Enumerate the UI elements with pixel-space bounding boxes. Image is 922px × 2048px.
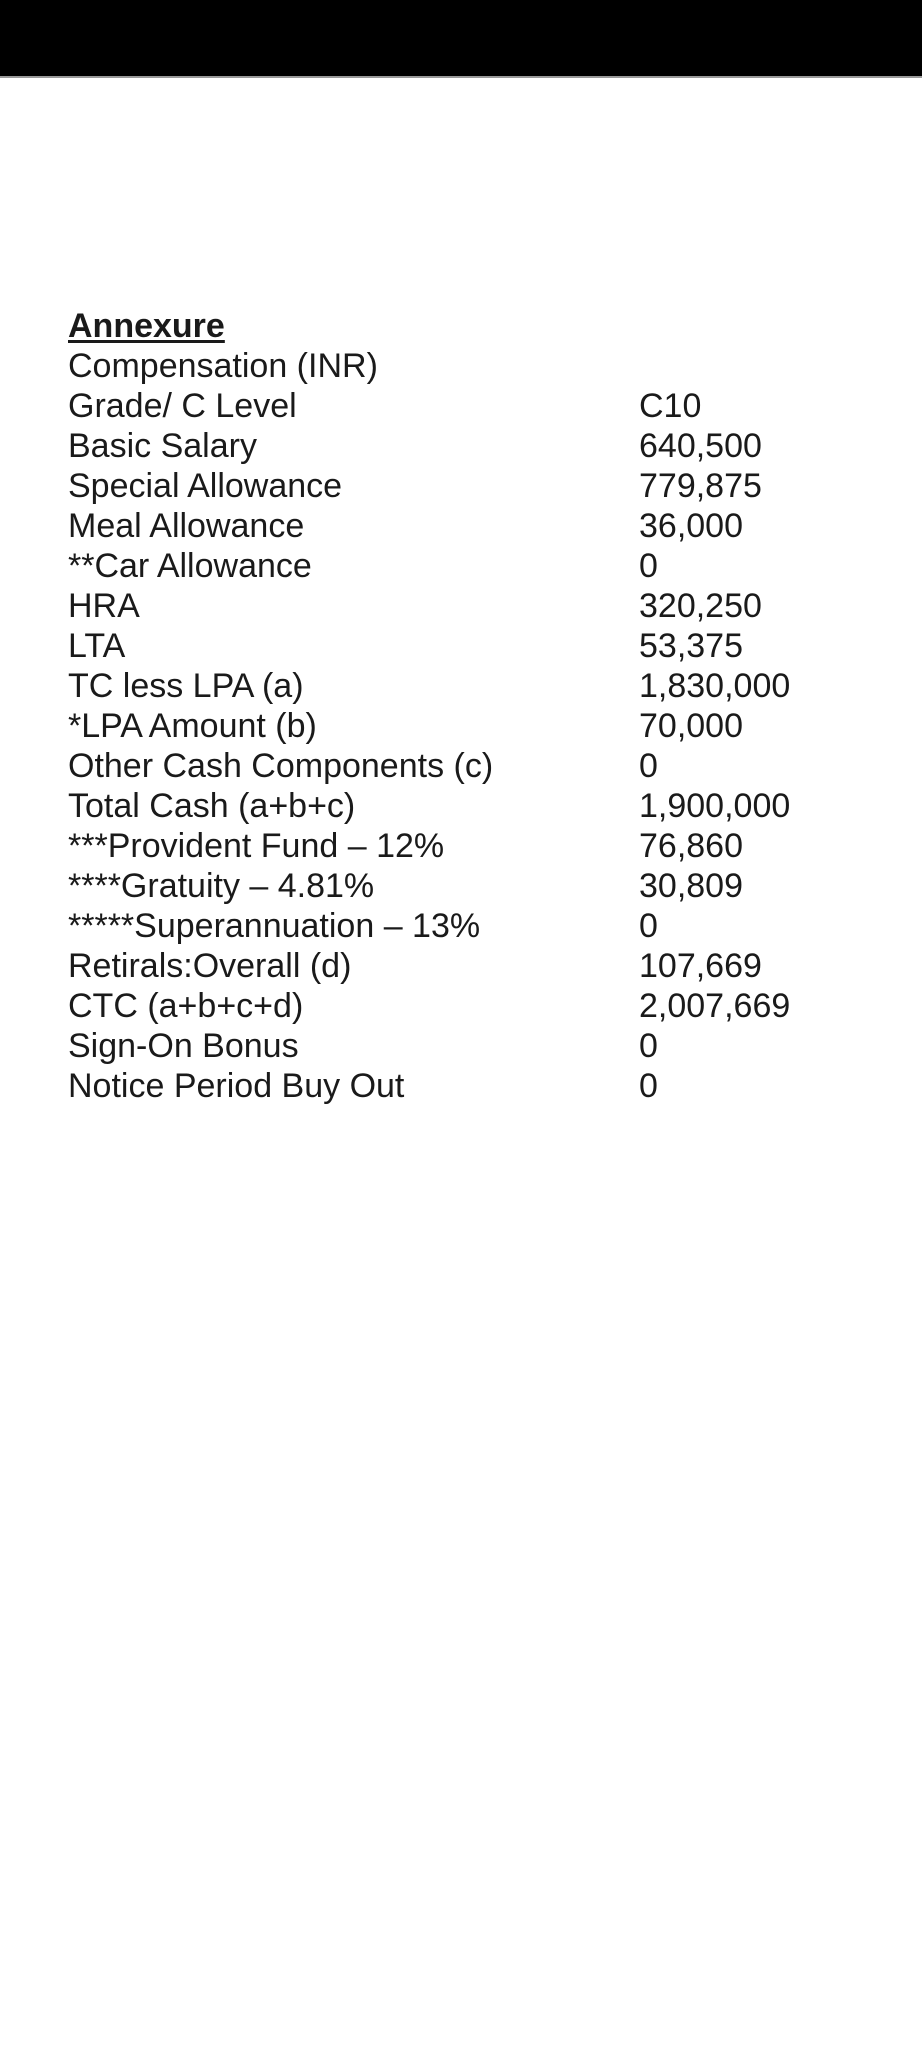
row-value: 640,500 (639, 427, 762, 465)
row-value: 36,000 (639, 507, 743, 545)
row-label: Sign-On Bonus (68, 1027, 299, 1065)
row-label: Retirals:Overall (d) (68, 947, 352, 985)
row-value: C10 (639, 387, 702, 425)
row-label: ***Provident Fund – 12% (68, 827, 445, 865)
row-value: 30,809 (639, 867, 743, 905)
row-label: HRA (68, 587, 140, 625)
row-special-allowance (68, 466, 888, 506)
top-bar (0, 0, 922, 78)
row-label: LTA (68, 627, 126, 665)
row-label: *LPA Amount (b) (68, 707, 317, 745)
row-label: *****Superannuation – 13% (68, 907, 481, 945)
row-label: TC less LPA (a) (68, 667, 304, 705)
row-value: 2,007,669 (639, 987, 791, 1025)
row-label: **Car Allowance (68, 547, 312, 585)
row-value: 107,669 (639, 947, 762, 985)
row-hra (68, 586, 888, 626)
row-value: 70,000 (639, 707, 743, 745)
row-lta (68, 626, 888, 666)
row-value: 1,830,000 (639, 667, 791, 705)
row-provident-fund (68, 826, 888, 866)
row-value: 320,250 (639, 587, 762, 625)
row-value: 1,900,000 (639, 787, 791, 825)
row-value: 0 (639, 907, 658, 945)
annexure-document (68, 306, 888, 1106)
row-car-allowance (68, 546, 888, 586)
row-value: 0 (639, 1067, 658, 1105)
row-label: Basic Salary (68, 427, 257, 465)
document-title: Annexure (68, 307, 225, 345)
row-superannuation (68, 906, 888, 946)
row-ctc (68, 986, 888, 1026)
row-value: 76,860 (639, 827, 743, 865)
row-gratuity (68, 866, 888, 906)
row-value: 0 (639, 1027, 658, 1065)
row-grade (68, 386, 888, 426)
row-notice-period-buy-out (68, 1066, 888, 1106)
row-other-cash-components (68, 746, 888, 786)
row-value: 779,875 (639, 467, 762, 505)
row-tc-less-lpa (68, 666, 888, 706)
row-value: 0 (639, 547, 658, 585)
row-value: 53,375 (639, 627, 743, 665)
row-basic-salary (68, 426, 888, 466)
row-value: 0 (639, 747, 658, 785)
row-label: Notice Period Buy Out (68, 1067, 405, 1105)
row-label: Meal Allowance (68, 507, 305, 545)
row-label: CTC (a+b+c+d) (68, 987, 304, 1025)
row-sign-on-bonus (68, 1026, 888, 1066)
row-retirals-overall (68, 946, 888, 986)
row-label: Special Allowance (68, 467, 343, 505)
row-meal-allowance (68, 506, 888, 546)
row-label: Grade/ C Level (68, 387, 297, 425)
row-label: ****Gratuity – 4.81% (68, 867, 375, 905)
row-total-cash (68, 786, 888, 826)
row-lpa-amount (68, 706, 888, 746)
document-subtitle: Compensation (INR) (68, 347, 378, 385)
row-label: Other Cash Components (c) (68, 747, 494, 785)
row-label: Total Cash (a+b+c) (68, 787, 356, 825)
